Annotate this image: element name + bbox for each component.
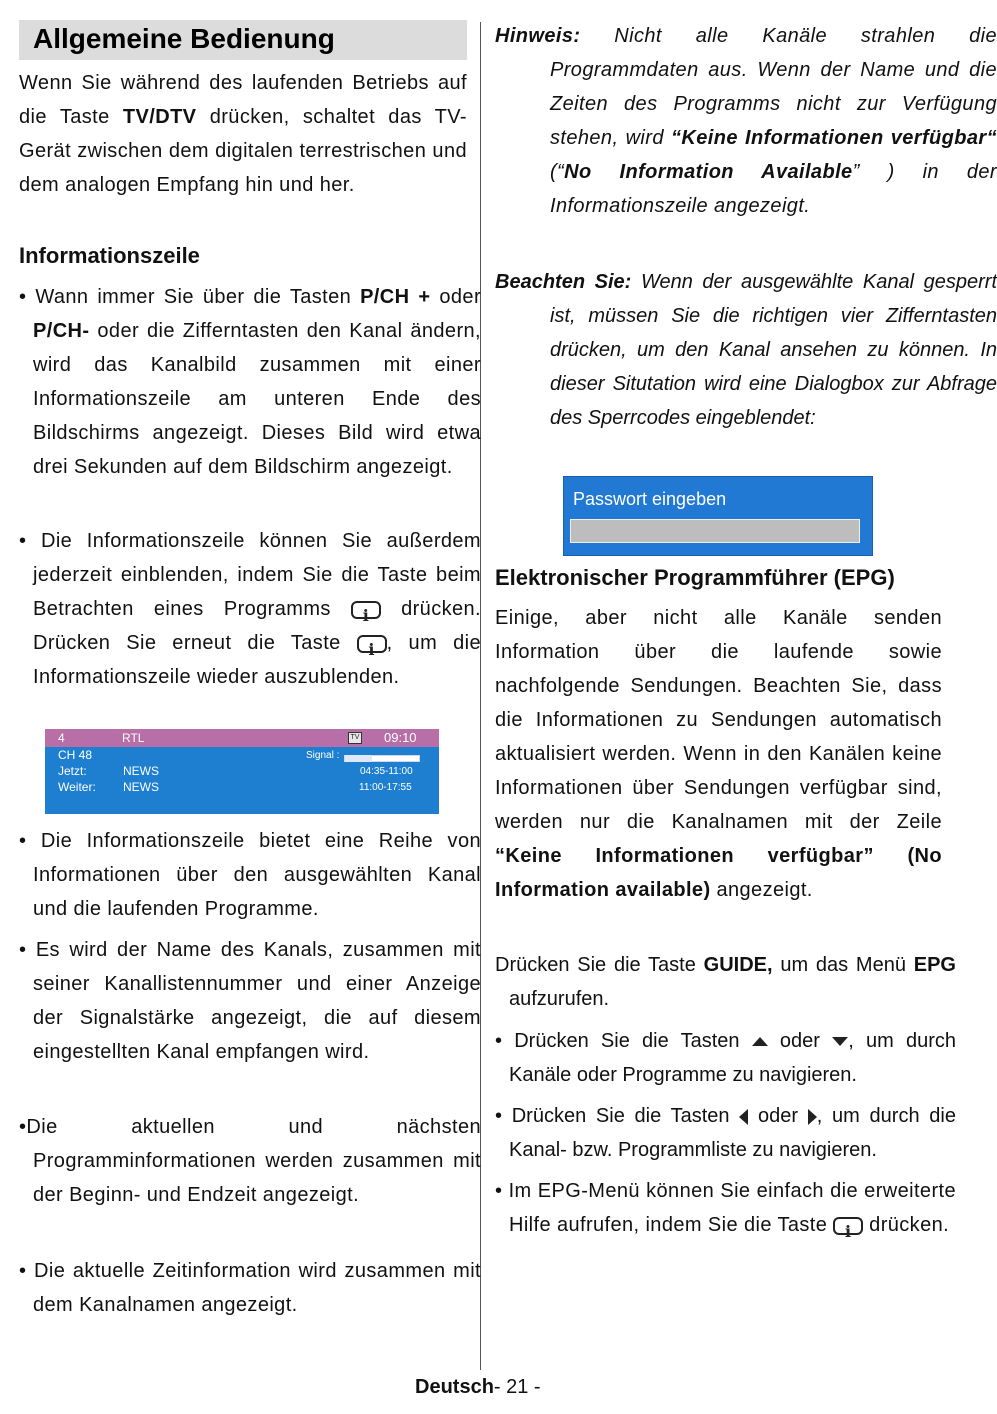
epg-b2-text-1: • Drücken Sie die Tasten	[495, 1105, 740, 1127]
epg-p1-text-2: angezeigt.	[710, 879, 813, 901]
password-label: Passwort eingeben	[573, 489, 727, 509]
note-bold-1: “Keine Informationen verfügbar“	[671, 127, 997, 149]
bullet1-text-2: oder	[430, 286, 481, 308]
epg-b3-text-2: drücken.	[863, 1214, 950, 1236]
footer-page-number: - 21 -	[493, 1376, 541, 1398]
epg-b3-text-1: • Im EPG-Menü können Sie einfach die erweiterte Hilfe aufrufen, indem Sie die Taste	[495, 1180, 956, 1236]
epg-intro-paragraph	[495, 601, 942, 907]
infobar-channel-name: RTL	[122, 731, 145, 745]
page-title: Allgemeine Bedienung	[33, 23, 335, 54]
bullet1-text-3: oder die Zifferntasten den Kanal ändern, wird das Kanalbild zusammen mit einer Informationszeile am unteren Ende des Bildschirms angezeigt. Dieses Bild wird etwa drei Sekunden auf dem Bildschirm angezeigt.	[33, 320, 481, 478]
intro-paragraph	[19, 66, 467, 202]
heading-epg: Elektronischer Programmführer (EPG)	[495, 565, 895, 590]
page-title-bar	[19, 20, 467, 60]
bullet-infobar-overview: • Die Informationszeile bietet eine Reihe von Informationen über den ausgewählten Kanal und die laufenden Programme.	[19, 830, 481, 920]
arrow-up-icon	[752, 1037, 768, 1046]
note-paragraph	[495, 19, 997, 223]
attention-label: Beachten Sie:	[495, 271, 632, 293]
bullet-show-infobar	[19, 524, 481, 694]
bullet1-key-pch-minus: P/CH-	[33, 320, 90, 342]
infobar-next-program: NEWS	[123, 780, 159, 794]
epg-p2-text-3: aufzurufen.	[509, 988, 610, 1010]
infobar-header	[45, 729, 439, 747]
infobar-channel-number: 4	[58, 731, 65, 745]
infobar-clock: 09:10	[384, 730, 417, 745]
epg-p1-text-1: Einige, aber nicht alle Kanäle senden Information über die laufende sowie nachfolgende Sendungen. Beachten Sie, dass die Informationen zu Sendungen automatisch aktualisiert werden. Wenn in den Kanälen keine Informationen über Sendungen verfügbar sind, werden nur die Kanalnamen mit der Zeile	[495, 607, 942, 833]
epg-bullet-help	[495, 1174, 956, 1242]
bullet-channel-name: • Es wird der Name des Kanals, zusammen mit seiner Kanallistennummer und einer Anzeige der Signalstärke angezeigt, die auf diesem eingestellten Kanal empfangen wird.	[19, 939, 481, 1063]
info-button-icon	[833, 1217, 863, 1235]
infobar-now-label: Jetzt:	[58, 764, 87, 778]
infobar-screenshot	[45, 729, 439, 814]
attention-text: Wenn der ausgewählte Kanal gesperrt ist, müssen Sie die richtigen vier Zifferntasten drücken, um den Kanal ansehen zu können. In dieser Situtation wird eine Dialogbox zur Abfrage des Sperrcodes eingeblendet:	[550, 271, 997, 429]
bullet-time-info: • Die aktuelle Zeitinformation wird zusammen mit dem Kanalnamen angezeigt.	[19, 1260, 481, 1316]
bullet2-text-3: , um die Informationszeile wieder auszublenden.	[33, 632, 481, 688]
signal-strength-fill	[345, 755, 372, 762]
attention-paragraph	[495, 265, 997, 435]
epg-p2-text-2: um das Menü	[772, 954, 914, 976]
info-button-icon	[351, 601, 381, 619]
infobar-ch: CH 48	[58, 748, 93, 762]
info-button-icon	[357, 635, 387, 653]
arrow-left-icon	[739, 1109, 748, 1125]
intro-text-2: drücken, schaltet das TV-Gerät zwischen dem digitalen terrestrischen und dem analogen Empfang hin und her.	[19, 106, 467, 196]
intro-key-tvdtv: TV/DTV	[122, 106, 197, 128]
heading-informationszeile: Informationszeile	[19, 243, 200, 268]
infobar-signal-label: Signal :	[306, 750, 340, 761]
bullet1-text-1: • Wann immer Sie über die Tasten	[19, 286, 361, 308]
infobar-now-time: 04:35-11:00	[360, 766, 413, 777]
note-label: Hinweis:	[495, 25, 581, 47]
epg-bullet-leftright	[495, 1099, 956, 1167]
infobar-next-label: Weiter:	[58, 780, 96, 794]
epg-key-epg: EPG	[913, 954, 956, 976]
epg-guide-paragraph	[495, 948, 956, 1016]
epg-b1-text-2: oder	[767, 1030, 833, 1052]
bullet-channel-change	[19, 280, 481, 484]
bullet2-text-1: • Die Informationszeile können Sie außerdem jederzeit einblenden, indem Sie die Taste beim Betrachten eines Programms	[19, 530, 481, 620]
infobar-now-program: NEWS	[123, 764, 159, 778]
infobar-next-time: 11:00-17:55	[359, 782, 412, 793]
epg-b1-text-1: • Drücken Sie die Tasten	[495, 1030, 752, 1052]
bullet2-text-2: drücken. Drücken Sie erneut die Taste	[33, 598, 481, 654]
arrow-right-icon	[808, 1109, 817, 1125]
epg-b2-text-3: , um durch die Kanal- bzw. Programmliste zu navigieren.	[509, 1105, 956, 1161]
intro-text-1: Wenn Sie während des laufenden Betriebs auf die Taste	[19, 72, 467, 128]
tv-icon: TV	[348, 732, 362, 744]
arrow-down-icon	[832, 1037, 848, 1046]
password-dialog	[563, 476, 873, 556]
page-footer	[415, 1376, 541, 1399]
footer-language: Deutsch	[415, 1376, 494, 1398]
epg-bullet-updown	[495, 1024, 956, 1092]
bullet1-key-pch-plus: P/CH +	[360, 286, 431, 308]
epg-p1-bold: “Keine Informationen verfügbar” (No Information available)	[495, 845, 942, 901]
epg-key-guide: GUIDE,	[703, 954, 773, 976]
bullet-program-info: •Die aktuellen und nächsten Programminformationen werden zusammen mit der Beginn- und Endzeit angezeigt.	[19, 1116, 481, 1206]
note-text-1: Nicht alle Kanäle strahlen die Programmdaten aus. Wenn der Name und die Zeiten des Programms nicht zur Verfügung stehen, wird	[550, 25, 997, 149]
note-text-3: ” ) in der Informationszeile angezeigt.	[550, 161, 997, 217]
epg-b1-text-3: , um durch Kanäle oder Programme zu navigieren.	[509, 1030, 956, 1086]
epg-p2-text-1: Drücken Sie die Taste	[495, 954, 704, 976]
epg-b2-text-2: oder	[748, 1105, 808, 1127]
note-text-2: (“	[550, 161, 565, 183]
password-input[interactable]	[570, 519, 860, 543]
note-bold-2: No Information Available	[564, 161, 853, 183]
